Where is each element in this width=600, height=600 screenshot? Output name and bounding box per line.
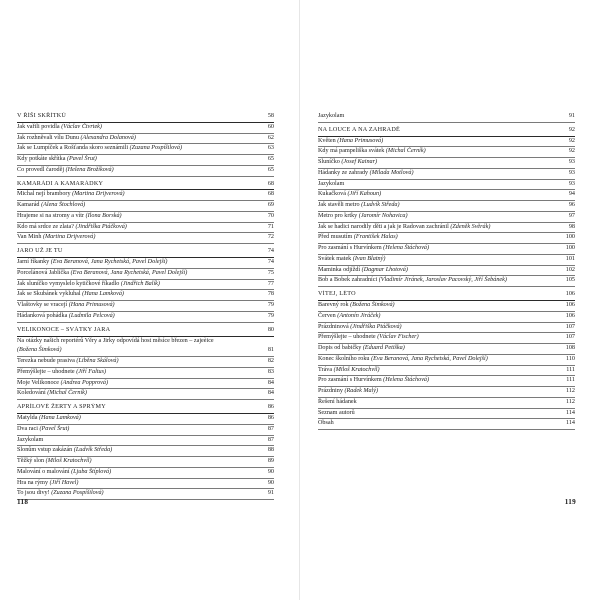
entry-author: (Helena Štáchová) xyxy=(383,245,430,252)
entry-page-number: 74 xyxy=(267,248,274,255)
entry-page-number: 92 xyxy=(568,148,575,155)
entry-title: Těžký slon xyxy=(17,458,45,464)
entry-title: Tráva xyxy=(318,366,333,373)
toc-entry xyxy=(17,258,274,269)
entry-page-number: 108 xyxy=(565,345,575,352)
toc-entry xyxy=(318,190,575,201)
entry-page-number: 106 xyxy=(565,291,575,298)
entry-page-number: 60 xyxy=(267,123,274,130)
entry-title: Michal nejí brambory xyxy=(17,191,71,198)
entry-author: (Helena Brožíková) xyxy=(65,166,114,173)
entry-author: (Josef Kainar) xyxy=(341,159,378,166)
section-title: VELIKONOCE – SVÁTKY JARA xyxy=(17,326,111,333)
toc-entry xyxy=(17,337,274,358)
toc-entry xyxy=(17,414,274,425)
entry-author: (Liběna Skálová) xyxy=(76,358,119,365)
entry-title: Seznam autorů xyxy=(318,409,355,416)
entry-author: (Eva Beranová, Jana Rychetská, Pavel Dolejší) xyxy=(371,355,488,362)
entry-page-number: 81 xyxy=(267,347,274,354)
toc-entry xyxy=(17,357,274,368)
toc-entry xyxy=(17,479,274,490)
entry-author: (Jiří Faltus) xyxy=(76,368,107,375)
toc-entry xyxy=(17,389,274,400)
section-title: NA LOUCE A NA ZAHRADĚ xyxy=(318,126,401,133)
entry-page-number: 111 xyxy=(566,377,575,384)
toc-section-heading xyxy=(17,112,274,123)
entry-page-number: 87 xyxy=(267,436,274,443)
entry-title: Sluníčko xyxy=(318,159,340,166)
toc-entry xyxy=(17,280,274,291)
section-title: JARO UŽ JE TU xyxy=(17,248,63,255)
toc-entry xyxy=(318,301,575,312)
toc-section-heading xyxy=(318,290,575,301)
entry-title: Kamarád xyxy=(17,202,40,209)
entry-title: Kdy má pampeliška svátek xyxy=(318,148,385,155)
entry-page-number: 68 xyxy=(267,180,274,187)
entry-title: Jak se Lumpíček a Rošťanda skoro seznámili xyxy=(17,145,129,152)
entry-author: (Miloš Kratochvíl) xyxy=(45,458,92,464)
entry-page-number: 86 xyxy=(267,404,274,411)
entry-page-number: 92 xyxy=(568,137,575,144)
entry-author: (Václav Fischer) xyxy=(377,334,419,341)
entry-author: (Ilona Borská) xyxy=(85,212,122,219)
section-title: VÍTEJ, LÉTO xyxy=(318,291,356,298)
entry-page-number: 63 xyxy=(267,145,274,152)
entry-page-number: 70 xyxy=(267,212,274,219)
toc-entry xyxy=(17,312,274,323)
entry-page-number: 74 xyxy=(267,259,274,266)
entry-author: (Radek Malý) xyxy=(344,388,379,395)
entry-title: Terezka nebude prasiva xyxy=(17,358,75,365)
toc-entry xyxy=(318,223,575,234)
toc-entry xyxy=(17,233,274,244)
entry-page-number: 106 xyxy=(565,302,575,309)
entry-page-number: 101 xyxy=(565,255,575,262)
toc-entry xyxy=(318,147,575,158)
entry-page-number: 91 xyxy=(568,113,575,119)
entry-author: (Dagmar Lhotová) xyxy=(361,266,408,273)
entry-title: Řešení hádanek xyxy=(318,398,357,405)
entry-title: Přemýšlejte – uhodnete xyxy=(17,368,75,375)
entry-author: (Helena Štáchová) xyxy=(383,377,430,384)
entry-title: Pro zasmání s Hurvínkem xyxy=(318,245,382,252)
entry-page-number: 93 xyxy=(568,180,575,187)
toc-entry xyxy=(318,137,575,148)
entry-author: (Michal Černík) xyxy=(47,390,87,397)
toc-entry xyxy=(17,201,274,212)
entry-page-number: 98 xyxy=(568,223,575,230)
entry-author: (Jindřich Balík) xyxy=(120,280,160,287)
toc-entry xyxy=(318,312,575,323)
entry-page-number: 90 xyxy=(267,479,274,486)
toc-entry xyxy=(318,366,575,377)
entry-title: Prázdniny xyxy=(318,388,343,395)
toc-entry xyxy=(17,368,274,379)
toc-section-heading xyxy=(17,180,274,191)
entry-page-number: 102 xyxy=(565,266,575,273)
toc-section-heading xyxy=(17,403,274,414)
toc-entry xyxy=(318,323,575,334)
toc-entry xyxy=(17,436,274,447)
toc-entry xyxy=(17,301,274,312)
entry-title: Bob a Bobek zahradníci xyxy=(318,277,378,284)
entry-author: (Pavel Šrut) xyxy=(39,425,70,432)
entry-title: Vlaštovky se vracejí xyxy=(17,302,68,309)
toc-entry xyxy=(318,333,575,344)
entry-title: Barevný rok xyxy=(318,302,349,309)
entry-page-number: 72 xyxy=(267,234,274,241)
entry-page-number: 92 xyxy=(568,126,575,133)
entry-title: Jazykolam xyxy=(17,436,44,443)
toc-entry xyxy=(318,344,575,355)
entry-page-number: 65 xyxy=(267,166,274,173)
entry-title: To jsou divy! xyxy=(17,490,50,497)
entry-author: (Zuzana Pospíšilová) xyxy=(129,145,183,152)
toc-entry xyxy=(17,468,274,479)
entry-author: (Alexandra Dolanová) xyxy=(80,134,136,141)
entry-page-number: 88 xyxy=(267,447,274,454)
entry-title: Dopis od babičky xyxy=(318,345,362,352)
entry-page-number: 114 xyxy=(566,420,575,427)
toc-entry xyxy=(318,276,575,287)
entry-page-number: 114 xyxy=(566,409,575,416)
entry-title: Jak sluníčko vymyslelo kytičkové říkadlo xyxy=(17,280,120,287)
entry-title: Červen xyxy=(318,312,336,319)
entry-author: (Jiří Kahoun) xyxy=(347,191,382,198)
entry-page-number: 112 xyxy=(566,398,575,405)
entry-author: (Václav Čtvrtek) xyxy=(61,123,102,130)
entry-page-number: 87 xyxy=(267,425,274,432)
entry-page-number: 82 xyxy=(267,358,274,365)
entry-title: Co provedl čaroděj xyxy=(17,166,65,173)
entry-title: Jazykolam xyxy=(318,180,345,187)
entry-page-number: 86 xyxy=(267,415,274,421)
entry-title: Jak vařili povidla xyxy=(17,123,60,130)
right-page xyxy=(300,0,600,600)
toc-entry xyxy=(318,244,575,255)
entry-author: (Michal Černík) xyxy=(385,148,426,155)
entry-author: (Ludmila Pelcová) xyxy=(68,312,115,319)
toc-entry xyxy=(318,398,575,409)
toc-entry xyxy=(17,269,274,280)
entry-title: Dva raci xyxy=(17,425,38,432)
toc-section-heading xyxy=(318,126,575,137)
entry-title: Jak rozhněvali vílu Dunu xyxy=(17,134,79,141)
entry-page-number: 69 xyxy=(267,202,274,209)
entry-author: (Hana Lamková) xyxy=(39,415,81,421)
entry-page-number: 80 xyxy=(267,326,274,333)
toc-entry xyxy=(318,255,575,266)
toc-entry xyxy=(318,233,575,244)
toc-entry xyxy=(318,409,575,420)
entry-title: Jak se hadici narodily děti a jak je Radovan zachránil xyxy=(318,223,449,230)
entry-title: Pro zasmání s Hurvínkem xyxy=(318,377,382,384)
entry-page-number: 100 xyxy=(565,234,575,241)
entry-author: (František Halas) xyxy=(353,234,398,241)
toc-entry xyxy=(17,425,274,436)
entry-author: (Jindřiška Ptáčková) xyxy=(350,323,402,330)
entry-title: Jarní říkanky xyxy=(17,259,50,266)
entry-page-number: 68 xyxy=(267,191,274,198)
entry-page-number: 94 xyxy=(568,191,575,198)
entry-title: Obsah xyxy=(318,420,334,427)
entry-page-number: 89 xyxy=(267,458,274,464)
entry-page-number: 79 xyxy=(267,312,274,319)
entry-page-number: 58 xyxy=(267,113,274,119)
toc-entry xyxy=(318,169,575,180)
toc-entry xyxy=(17,144,274,155)
entry-author: (Ludvík Středa) xyxy=(73,447,113,454)
toc-entry xyxy=(17,489,274,500)
toc-entry xyxy=(318,158,575,169)
toc-entry xyxy=(318,180,575,191)
entry-title: Matylda xyxy=(17,415,38,421)
entry-author: (Jiří Havel) xyxy=(49,479,79,486)
section-title: APRÍLOVÉ ŽERTY A SPRÝMY xyxy=(17,404,106,411)
entry-author: (Jindřiška Ptáčková) xyxy=(75,223,127,230)
toc-entry xyxy=(318,112,575,123)
entry-page-number: 100 xyxy=(565,245,575,252)
toc-entry xyxy=(17,457,274,468)
entry-title: Přemýšlejte – uhodnete xyxy=(318,334,376,341)
entry-page-number: 112 xyxy=(566,388,575,395)
entry-author: (Pavel Šrut) xyxy=(66,156,97,162)
entry-title: Kdo má srdce ze zlata? xyxy=(17,223,74,230)
entry-author: (Ludvík Středa) xyxy=(361,202,400,209)
toc-entry xyxy=(17,212,274,223)
entry-page-number: 106 xyxy=(565,312,575,319)
entry-title: Konec školního roku xyxy=(318,355,370,362)
entry-title: Kukačková xyxy=(318,191,346,198)
toc-entry xyxy=(17,290,274,301)
entry-page-number: 83 xyxy=(267,368,274,375)
entry-page-number: 105 xyxy=(565,277,575,284)
entry-author: (Martina Drijverová) xyxy=(72,191,125,198)
toc-list-left xyxy=(17,112,274,500)
toc-section-heading xyxy=(17,326,274,337)
entry-author: (Eva Beranová, Jana Rychetská, Pavel Dolejší) xyxy=(50,259,168,266)
entry-page-number: 75 xyxy=(267,269,274,276)
toc-entry xyxy=(318,419,575,430)
entry-page-number: 65 xyxy=(267,156,274,162)
entry-page-number: 97 xyxy=(568,212,575,219)
entry-author: (Eva Beranová, Jana Rychetská, Pavel Dolejší) xyxy=(70,269,188,276)
entry-author: (Eduard Petiška) xyxy=(362,345,405,352)
entry-title: Metro pro krtky xyxy=(318,212,358,219)
entry-author: (Hana Lamková) xyxy=(82,291,124,298)
entry-title: Svátek matek xyxy=(318,255,352,262)
entry-page-number: 62 xyxy=(267,134,274,141)
section-title: V ŘÍŠI SKŘÍTKŮ xyxy=(17,113,67,119)
entry-title: Van Minh xyxy=(17,234,42,241)
entry-author: (Martina Drijverová) xyxy=(42,234,96,241)
page-number: 119 xyxy=(564,498,576,506)
entry-author: (Ivan Blatný) xyxy=(352,255,386,262)
toc-entry xyxy=(318,266,575,277)
entry-title: Slonům vstup zakázán xyxy=(17,447,73,454)
entry-author: (Hana Primusová) xyxy=(337,137,384,144)
entry-title: Prázdninová xyxy=(318,323,349,330)
entry-author: (Jaromír Nohavica) xyxy=(358,212,408,219)
entry-title: Hádanková pohádka xyxy=(17,312,68,319)
entry-author: (Božena Šimková) xyxy=(17,347,62,354)
toc-entry xyxy=(318,355,575,366)
toc-entry xyxy=(17,190,274,201)
entry-title: Moje Velikonoce xyxy=(17,379,60,386)
entry-title: Květen xyxy=(318,137,336,144)
entry-title: Porcelánová Jablíčka xyxy=(17,269,70,276)
entry-page-number: 91 xyxy=(267,490,274,497)
toc-entry xyxy=(318,201,575,212)
toc-entry xyxy=(17,134,274,145)
entry-title: Hádanky ze zahrady xyxy=(318,169,369,176)
entry-title: Koledování xyxy=(17,390,46,397)
entry-author: (Antonín Jiráček) xyxy=(337,312,381,319)
entry-page-number: 93 xyxy=(568,159,575,166)
entry-page-number: 79 xyxy=(267,302,274,309)
entry-author: (Božena Šimková) xyxy=(350,302,395,309)
entry-author: (Zdeněk Svěrák) xyxy=(450,223,491,230)
toc-entry xyxy=(17,155,274,166)
entry-title: Na otázky našich reportérů Věry a Jirky odpovídá host měsíce březen – zajeèice xyxy=(17,337,214,344)
entry-author: (Hana Primusová) xyxy=(68,302,115,309)
toc-entry xyxy=(17,446,274,457)
entry-page-number: 107 xyxy=(565,323,575,330)
entry-author: (Vladimír Jiránek, Jaroslav Pacovský, Jiří Šebánek) xyxy=(378,277,507,284)
entry-title: Jazykolam xyxy=(318,113,345,119)
entry-page-number: 110 xyxy=(566,355,575,362)
entry-author: (Alena Štochlová) xyxy=(41,202,86,209)
toc-entry xyxy=(17,223,274,234)
entry-page-number: 96 xyxy=(568,202,575,209)
entry-author: (Miloš Kratochvíl) xyxy=(333,366,380,373)
entry-title: Před musutím xyxy=(318,234,353,241)
section-title: KAMARÁDI A KAMARÁDKY xyxy=(17,180,104,187)
entry-page-number: 78 xyxy=(267,291,274,298)
entry-page-number: 90 xyxy=(267,468,274,475)
entry-author: (Zuzana Pospíšilová) xyxy=(51,490,104,497)
entry-title: Jak stavěli metro xyxy=(318,202,360,209)
toc-entry xyxy=(17,379,274,390)
toc-entry xyxy=(318,387,575,398)
entry-title: Kdy potkáte skřítka xyxy=(17,156,66,162)
entry-title: Hrajeme si na stromy a vítr xyxy=(17,212,85,219)
entry-author: (Andrea Popprová) xyxy=(60,379,109,386)
entry-title: Jak se Skubánek vykluhal xyxy=(17,291,81,298)
entry-page-number: 111 xyxy=(566,366,575,373)
entry-page-number: 71 xyxy=(267,223,274,230)
entry-title: Hra na rýmy xyxy=(17,479,49,486)
page-number: 118 xyxy=(17,498,29,506)
entry-page-number: 84 xyxy=(267,390,274,397)
toc-entry xyxy=(318,212,575,223)
toc-entry xyxy=(318,376,575,387)
entry-author: (Ljuba Štíplová) xyxy=(71,468,112,475)
entry-page-number: 77 xyxy=(267,280,274,287)
toc-list-right xyxy=(318,112,575,430)
entry-page-number: 107 xyxy=(565,334,575,341)
entry-page-number: 84 xyxy=(267,379,274,386)
entry-page-number: 93 xyxy=(568,169,575,176)
entry-title: Maminka odjíždí xyxy=(318,266,361,273)
entry-author: (Milada Motlová) xyxy=(369,169,414,176)
toc-entry xyxy=(17,123,274,134)
toc-section-heading xyxy=(17,247,274,258)
entry-title: Malování o malování xyxy=(17,468,70,475)
toc-entry xyxy=(17,166,274,177)
